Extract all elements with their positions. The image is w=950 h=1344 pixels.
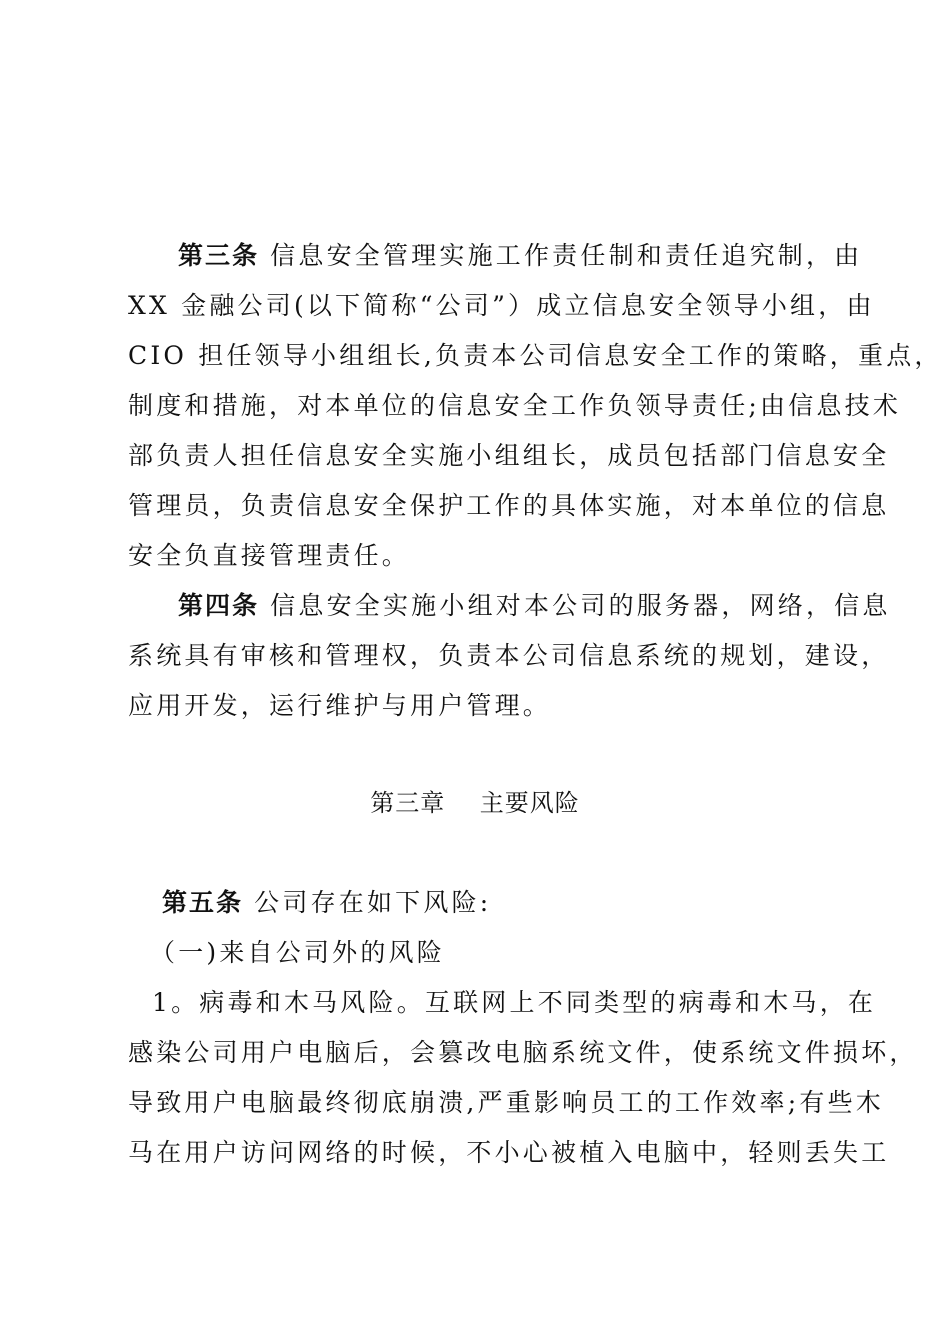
article-3-label: 第三条 <box>178 241 260 270</box>
article-3-line-5: 部负责人担任信息安全实施小组组长，成员包括部门信息安全 <box>128 441 890 470</box>
article-5-item-1-line-2: 感染公司用户电脑后，会篡改电脑系统文件，使系统文件损坏， <box>128 1038 918 1067</box>
article-5-item-1-line-4: 马在用户访问网络的时候，不小心被植入电脑中，轻则丢失工 <box>128 1138 890 1167</box>
article-5-line-1 <box>162 878 862 928</box>
article-3-line-2: XX 金融公司(以下简称“公司”）成立信息安全领导小组，由 <box>128 291 875 320</box>
article-5-item-1-line-3: 导致用户电脑最终彻底崩溃,严重影响员工的工作效率;有些木 <box>128 1088 884 1117</box>
article-4-line-3: 应用开发，运行维护与用户管理。 <box>128 691 552 720</box>
article-4-text-1: 信息安全实施小组对本公司的服务器，网络，信息 <box>259 591 891 620</box>
article-5-text: 公司存在如下风险: <box>243 888 492 917</box>
article-4-label: 第四条 <box>178 591 260 620</box>
article-4-line-1 <box>178 581 891 631</box>
chapter-3-heading: 第三章 主要风险 <box>370 789 580 817</box>
article-3-line-6: 管理员，负责信息安全保护工作的具体实施，对本单位的信息 <box>128 491 890 520</box>
article-5-subheading-1: （一)来自公司外的风险 <box>150 938 445 967</box>
article-3-line-3: CIO 担任领导小组组长,负责本公司信息安全工作的策略，重点， <box>128 341 943 370</box>
article-3-line-1 <box>178 231 878 281</box>
article-4-line-2: 系统具有审核和管理权，负责本公司信息系统的规划，建设， <box>128 641 890 670</box>
article-3-line-4: 制度和措施，对本单位的信息安全工作负领导责任;由信息技术 <box>128 391 902 420</box>
article-3-text-1: 信息安全管理实施工作责任制和责任追究制，由 <box>259 241 863 270</box>
article-5-label: 第五条 <box>162 888 244 917</box>
article-5-item-1-line-1: 1。病毒和木马风险。互联网上不同类型的病毒和木马，在 <box>152 988 877 1017</box>
article-3-line-7: 安全负直接管理责任。 <box>128 541 411 570</box>
